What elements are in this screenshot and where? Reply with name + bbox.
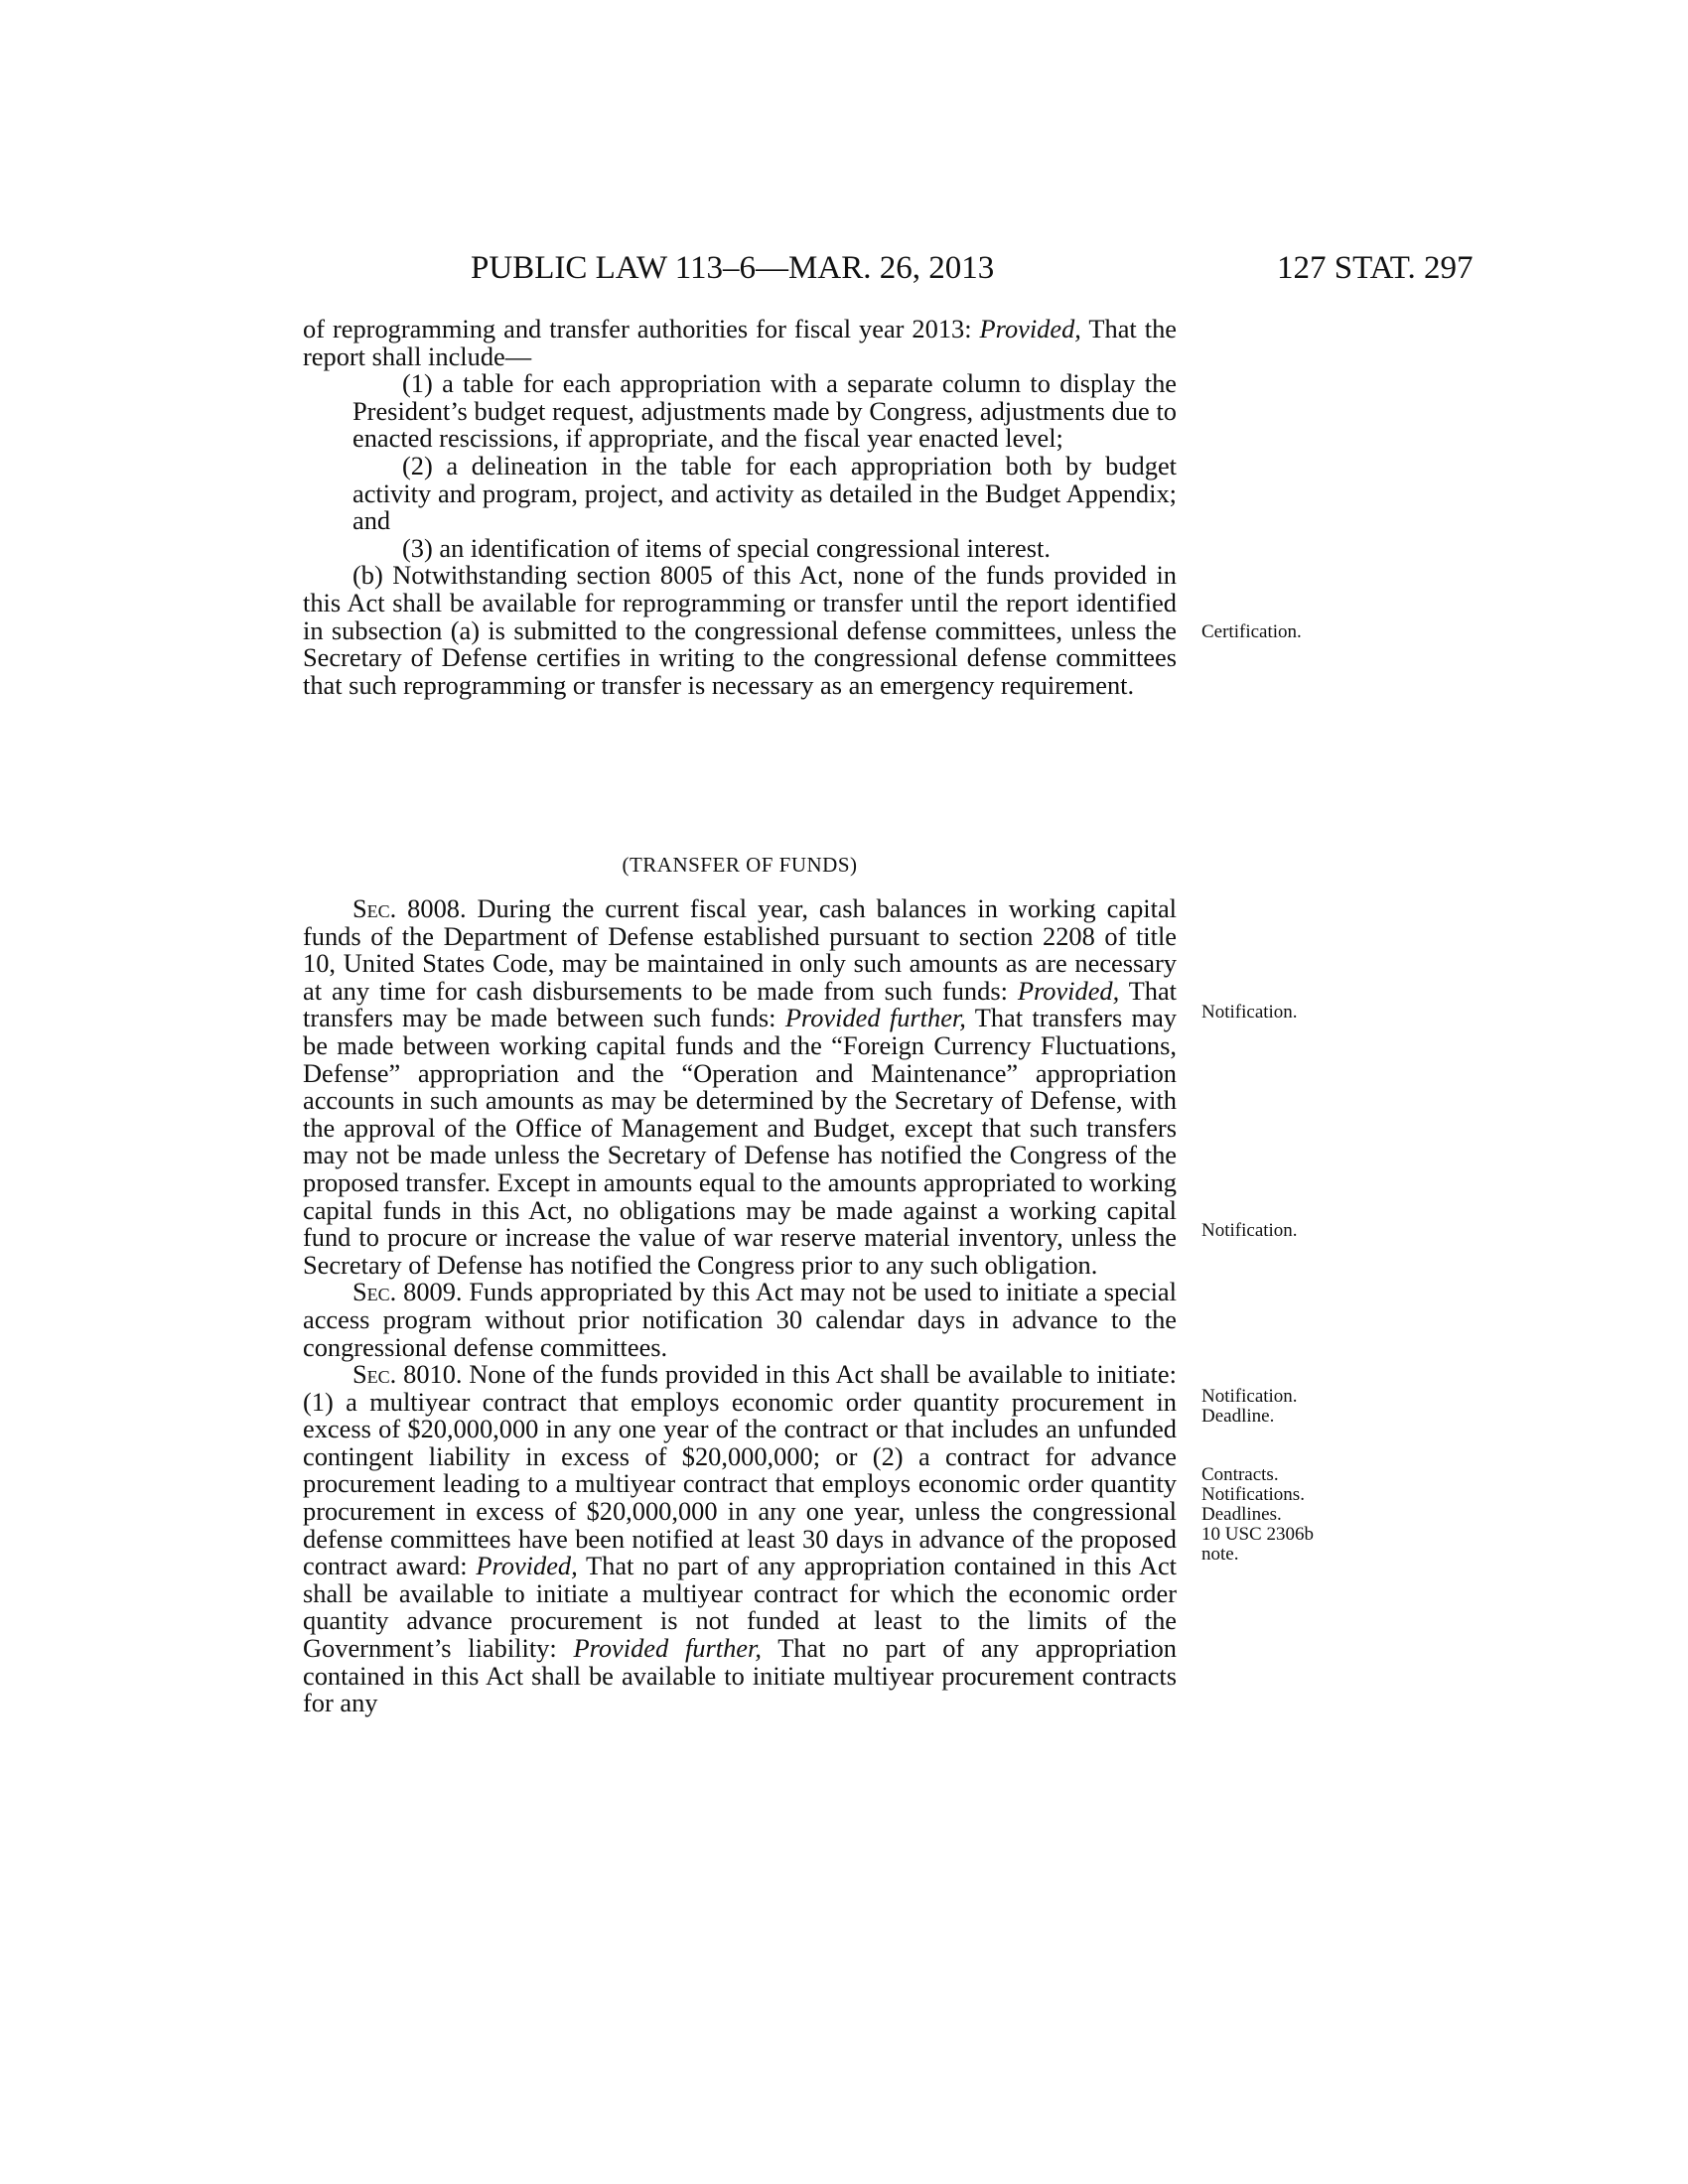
margin-note-notification: Notification. <box>1201 1220 1298 1241</box>
margin-note-contracts: Contracts. Notifications. Deadlines. 10 USC 2306b note. <box>1201 1464 1314 1565</box>
subsection-b: (b) Notwithstanding section 8005 of this Act, none of the funds provided in this Act shall be available for reprogramming or transfer until the report identified in subsection (a) is submitted to the congressional defense committees, unless the Secretary of Defense certifies in writing to the congressional defense committees that such reprogramming or transfer is necessary as an emergency requirement. <box>303 560 1177 700</box>
paragraph <box>303 316 1177 370</box>
margin-note-notification: Notification. <box>1201 1002 1298 1023</box>
margin-note-notification-deadline: Notification. Deadline. <box>1201 1386 1298 1427</box>
section-label: Sec. 8008. <box>352 893 467 923</box>
margin-note-certification: Certification. <box>1201 621 1302 642</box>
text-run: of reprogramming and transfer authorities for fiscal year 2013: <box>303 314 972 343</box>
sec-8009: Sec. 8009. Funds appropriated by this Act may not be used to initiate a special access program without prior notification 30 calendar days in advance to the congressional defense committees. <box>303 1277 1177 1362</box>
section-label: Sec. 8009. <box>352 1277 463 1307</box>
list-item-2: (2) a delineation in the table for each appropriation both by budget activity and program, project, and activity as detailed in the Budget Appendix; and <box>352 450 1177 536</box>
sec-8010: Sec. 8010. None of the funds provided in this Act shall be available to initiate: (1) a multiyear contract that employs economic order quantity procurement in excess of $20,000,000 in any one year of the contract or that includes an unfunded contingent liability in excess of $20,000,000; or (2) a contract for advance procurement leading to a multiyear contract that employs economic order quantity procurement in excess of $20,000,000 in any one year, unless the congressional defense committees have been notified at least 30 days in advance of the proposed contract award: Provided, That no part of any appropriation contained in this Act shall be available to initiate a multiyear contract for which the economic order quantity advance procurement is not funded at least to the limits of the Government’s liability: Provided further, That no part of any appropriation contained in this Act shall be available to initiate multiyear procurement contracts for any <box>303 1359 1177 1718</box>
list-item-3: (3) an identification of items of special congressional interest. <box>402 532 1051 563</box>
section-heading: (TRANSFER OF FUNDS) <box>622 853 858 877</box>
section-label: Sec. 8010. <box>352 1359 463 1390</box>
text-run: That the report shall include— <box>303 314 1177 371</box>
page-header-stat: 127 STAT. 297 <box>1277 250 1474 286</box>
list-item-1: (1) a table for each appropriation with a separate column to display the President’s budget request, adjustments made by Congress, adjustments due to enacted rescissions, if appropriate, and the fiscal year enacted level; <box>352 368 1177 454</box>
page-header-title: PUBLIC LAW 113–6—MAR. 26, 2013 <box>471 250 995 286</box>
sec-8008: Sec. 8008. During the current fiscal year, cash balances in working capital funds of the Department of Defense established pursuant to section 2208 of title 10, United States Code, may be maintained in only such amounts as are necessary at any time for cash disbursements to be made from such funds: Provided, That transfers may be made between such funds: Provided further, That transfers may be made between working capital funds and the “Foreign Currency Fluctuations, Defense” appropriation and the “Operation and Maintenance” appropriation accounts in such amounts as may be determined by the Secretary of Defense, with the approval of the Office of Management and Budget, except that such transfers may not be made unless the Secretary of Defense has notified the Congress of the proposed transfer. Except in amounts equal to the amounts appropriated to working capital funds in this Act, no obligations may be made against a working capital fund to procure or increase the value of war reserve material inventory, unless the Secretary of Defense has notified the Congress prior to any such obligation. <box>303 893 1177 1280</box>
sections-block <box>303 895 1177 1717</box>
report-requirements-block <box>303 316 1177 699</box>
provided-term: Provided, <box>979 314 1081 343</box>
